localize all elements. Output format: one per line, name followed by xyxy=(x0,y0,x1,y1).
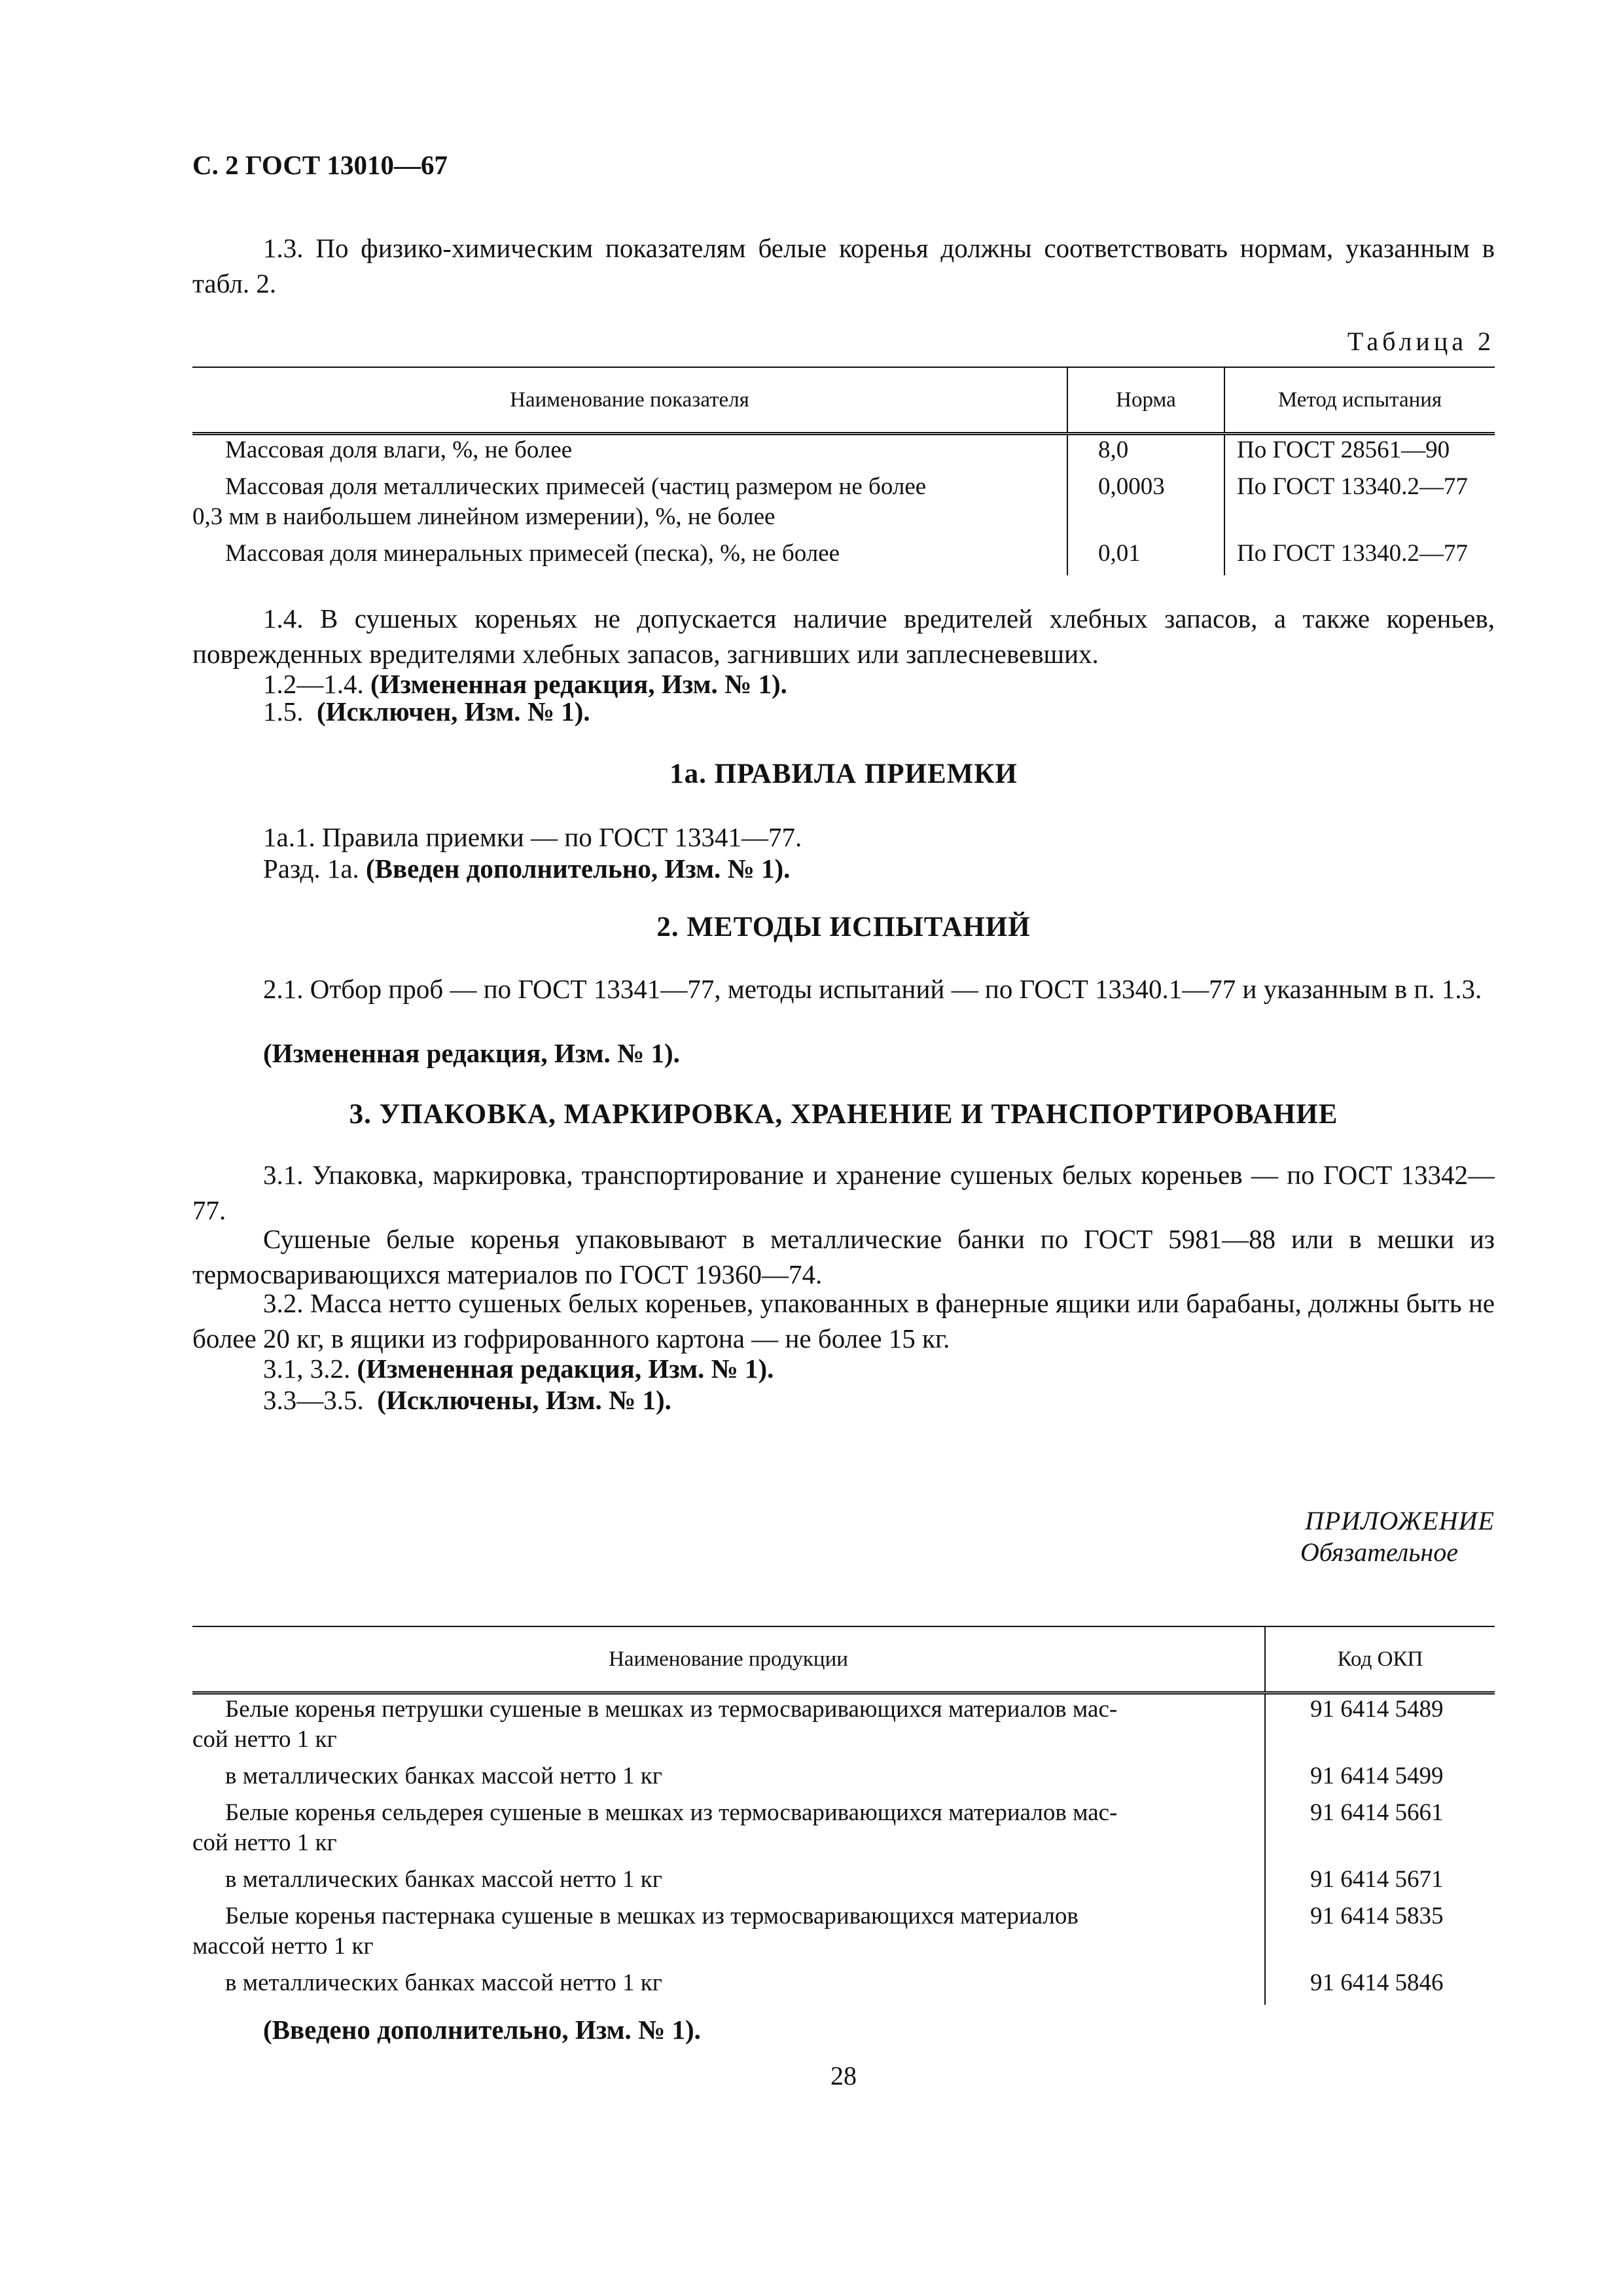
okp-table-cell-code: 91 6414 5846 xyxy=(1265,1968,1495,2005)
paragraph-3-1-packing: Сушеные белые коренья упаковывают в металлические банки по ГОСТ 5981—88 или в мешки из термосваривающихся материалов по ГОСТ 19360—74. xyxy=(192,1224,1495,1289)
okp-table-name-first: Белые коренья сельдерея сушеные в мешках из термосваривающихся материалов мас- xyxy=(225,1799,1118,1826)
okp-table-cell-code: 91 6414 5661 xyxy=(1265,1798,1495,1865)
table-2-name-rest: 0,3 мм в наибольшем линейном измерении), %, не более xyxy=(192,503,776,530)
okp-table-name-first: в металлических банках массой нетто 1 кг xyxy=(225,1763,662,1789)
okp-table-row xyxy=(192,1901,1495,1968)
appendix-title: ПРИЛОЖЕНИЕ xyxy=(1305,1506,1495,1535)
note-section-1a: Разд. 1а. (Введен дополнительно, Изм. № 1). xyxy=(263,853,791,884)
okp-table-name-rest: сой нетто 1 кг xyxy=(192,1829,337,1856)
okp-table-cell-name xyxy=(192,1901,1265,1968)
okp-table-cell-name xyxy=(192,1693,1265,1762)
okp-table-cell-code: 91 6414 5489 xyxy=(1265,1693,1495,1762)
table-2-body xyxy=(192,434,1495,576)
table-2-name-first: Массовая доля металлических примесей (частиц размером не более xyxy=(225,473,927,500)
okp-table-cell-name xyxy=(192,1798,1265,1865)
okp-table-cell-name xyxy=(192,1968,1265,2005)
table-2-row xyxy=(192,539,1495,575)
appendix-subtitle: Обязательное xyxy=(1300,1537,1458,1567)
okp-table-body xyxy=(192,1693,1495,2005)
note-3-1-3-2: 3.1, 3.2. (Измененная редакция, Изм. № 1). xyxy=(263,1354,774,1384)
table-2-cell-name xyxy=(192,472,1067,539)
table-2-name-first: Массовая доля влаги, %, не более xyxy=(225,437,573,463)
appendix-note: (Введено дополнительно, Изм. № 1). xyxy=(263,2015,701,2045)
okp-table-name-rest: массой нетто 1 кг xyxy=(192,1933,374,1960)
table-2-caption: Таблица 2 xyxy=(1347,327,1495,356)
note-3-3-3-5: 3.3—3.5. (Исключены, Изм. № 1). xyxy=(263,1385,671,1415)
table-2-header-method: Метод испытания xyxy=(1224,367,1495,434)
table-2-header-name: Наименование показателя xyxy=(192,367,1067,434)
page-number: 28 xyxy=(830,2061,857,2090)
table-2-cell-method: По ГОСТ 28561—90 xyxy=(1224,434,1495,473)
okp-table-cell-code: 91 6414 5499 xyxy=(1265,1761,1495,1798)
okp-table xyxy=(192,1626,1495,2005)
okp-table-name-first: Белые коренья пастернака сушеные в мешках из термосваривающихся материалов xyxy=(225,1903,1079,1929)
table-2-cell-method: По ГОСТ 13340.2—77 xyxy=(1224,539,1495,575)
paragraph-1-4: 1.4. В сушеных кореньях не допускается наличие вредителей хлебных запасов, а также кореньев, поврежденных вредителями хлебных запасов, загнивших или заплесневевших. xyxy=(192,603,1495,669)
table-2 xyxy=(192,367,1495,575)
okp-table-row xyxy=(192,1761,1495,1798)
okp-table-cell-name xyxy=(192,1761,1265,1798)
okp-table-row xyxy=(192,1693,1495,1762)
okp-table-name-first: Белые коренья петрушки сушеные в мешках из термосваривающихся материалов мас- xyxy=(225,1696,1118,1723)
okp-table-row xyxy=(192,1798,1495,1865)
paragraph-1a-1: 1а.1. Правила приемки — по ГОСТ 13341—77. xyxy=(263,822,802,852)
okp-table-row xyxy=(192,1865,1495,1901)
okp-table-header-name: Наименование продукции xyxy=(192,1626,1265,1693)
okp-table-header-code: Код ОКП xyxy=(1265,1626,1495,1693)
okp-table-cell-name xyxy=(192,1865,1265,1901)
table-2-name-first: Массовая доля минеральных примесей (песка), %, не более xyxy=(225,540,840,567)
section-2-heading: 2. МЕТОДЫ ИСПЫТАНИЙ xyxy=(656,912,1031,942)
running-header: С. 2 ГОСТ 13010—67 xyxy=(192,150,448,180)
okp-table-cell-code: 91 6414 5671 xyxy=(1265,1865,1495,1901)
note-1-5: 1.5. (Исключен, Изм. № 1). xyxy=(263,696,590,726)
table-2-row xyxy=(192,472,1495,539)
okp-table-name-first: в металлических банках массой нетто 1 кг xyxy=(225,1969,662,1996)
okp-table-name-rest: сой нетто 1 кг xyxy=(192,1726,337,1753)
paragraph-3-1: 3.1. Упаковка, маркировка, транспортирование и хранение сушеных белых кореньев — по ГОСТ 13342—77. xyxy=(192,1160,1495,1225)
table-2-cell-method: По ГОСТ 13340.2—77 xyxy=(1224,472,1495,539)
paragraph-3-2: 3.2. Масса нетто сушеных белых кореньев, упакованных в фанерные ящики или барабаны, должны быть не более 20 кг, в ящики из гофрированного картона — не более 15 кг. xyxy=(192,1288,1495,1354)
table-2-cell-norm: 0,0003 xyxy=(1067,472,1224,539)
paragraph-2-1: 2.1. Отбор проб — по ГОСТ 13341—77, методы испытаний — по ГОСТ 13340.1—77 и указанным в п. 1.3. xyxy=(263,974,1482,1004)
table-2-cell-name xyxy=(192,434,1067,473)
okp-table-row xyxy=(192,1968,1495,2005)
table-2-cell-norm: 0,01 xyxy=(1067,539,1224,575)
section-1a-heading: 1а. ПРАВИЛА ПРИЕМКИ xyxy=(669,759,1018,789)
table-2-cell-norm: 8,0 xyxy=(1067,434,1224,473)
okp-table-cell-code: 91 6414 5835 xyxy=(1265,1901,1495,1968)
note-section-2: (Измененная редакция, Изм. № 1). xyxy=(263,1038,680,1068)
appendix-heading xyxy=(1300,1505,1495,1568)
table-2-row xyxy=(192,434,1495,473)
note-1-2-1-4: 1.2—1.4. (Измененная редакция, Изм. № 1). xyxy=(263,669,787,699)
paragraph-1-3: 1.3. По физико-химическим показателям белые коренья должны соответствовать нормам, указанным в табл. 2. xyxy=(192,233,1495,298)
table-2-header-norm: Норма xyxy=(1067,367,1224,434)
table-2-cell-name xyxy=(192,539,1067,575)
section-3-heading: 3. УПАКОВКА, МАРКИРОВКА, ХРАНЕНИЕ И ТРАНСПОРТИРОВАНИЕ xyxy=(349,1099,1338,1130)
okp-table-name-first: в металлических банках массой нетто 1 кг xyxy=(225,1866,662,1893)
